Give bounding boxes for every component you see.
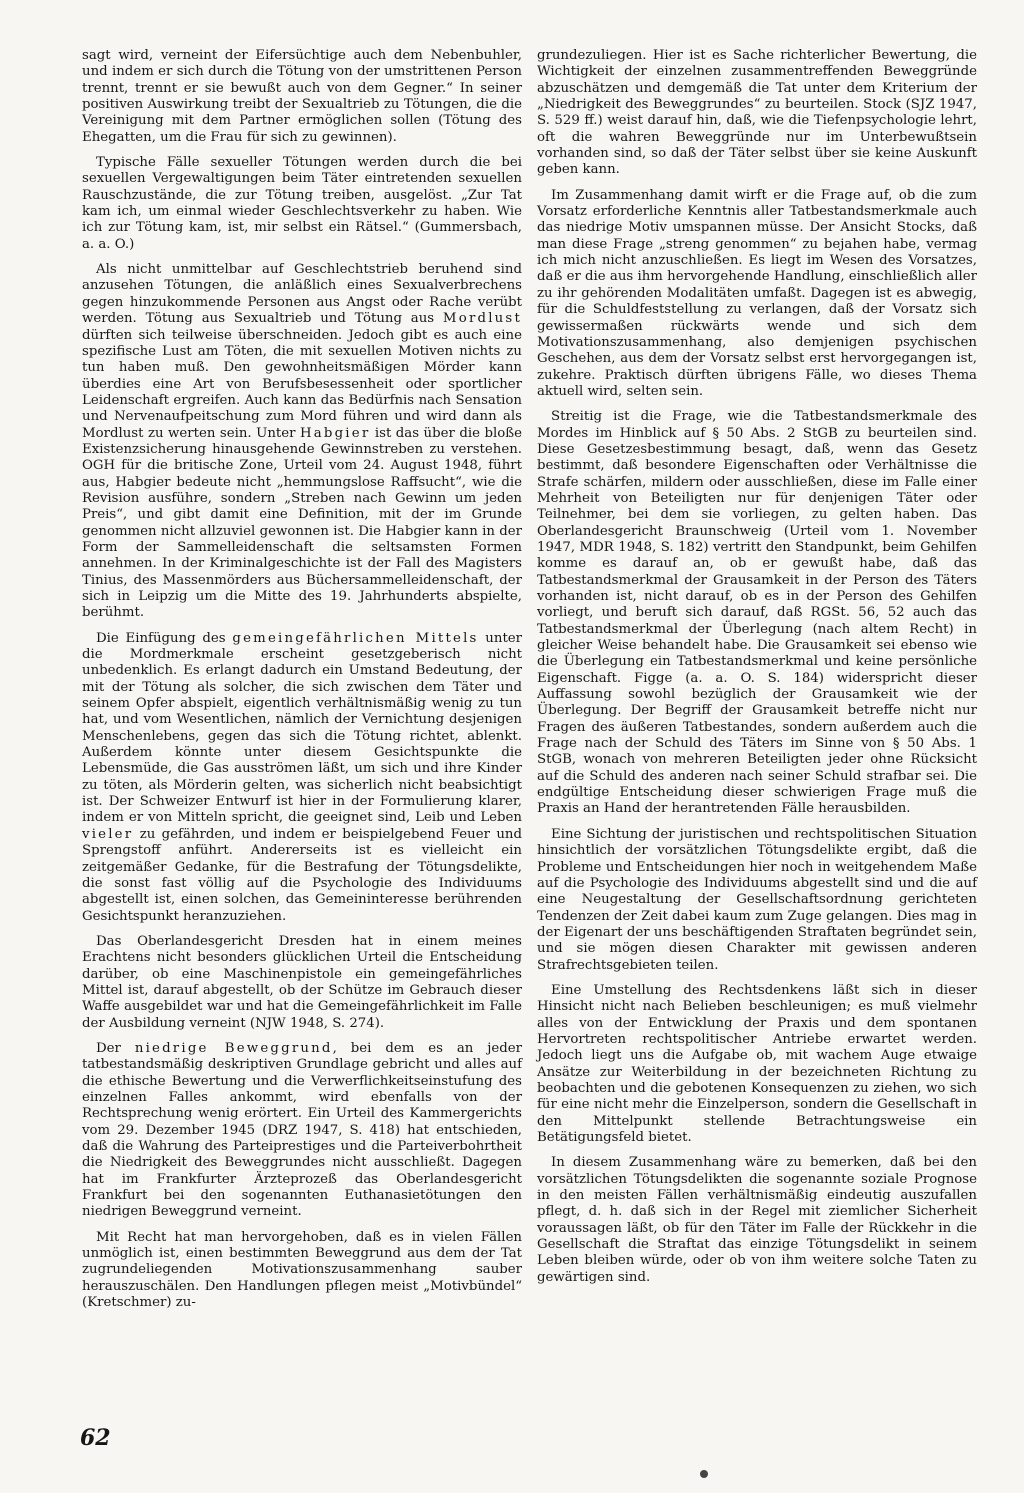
paragraph: grundezuliegen. Hier ist es Sache richterlicher Bewertung, die Wichtigkeit der einzelnen zusammentreffenden Beweggründe abzuschätzen und demgemäß die Tat unter dem Kriterium der „Niedrigkeit des Beweggrundes“ zu beurteilen. Stock (SJZ 1947, S. 529 ff.) weist darauf hin, daß, wie die Tiefenpsychologie lehrt, oft die wahren Beweggründe nur im Unterbewußtsein vorhanden sind, so daß der Täter selbst über sie keine Auskunft geben kann. [537, 48, 977, 178]
paragraph: In diesem Zusammenhang wäre zu bemerken, daß bei den vorsätzlichen Tötungsdelikten die sogenannte soziale Prognose in den meisten Fällen verhältnismäßig eindeutig auszufallen pflegt, d. h. daß sich in der Regel mit ziemlicher Sicherheit voraussagen läßt, ob für den Täter im Falle der Rückkehr in die Gesellschaft die Straftat das einzige Tötungsdelikt in seinem Leben bleiben würde, oder ob von ihm weitere solche Taten zu gewärtigen sind. [537, 1155, 977, 1285]
paragraph: Die Einfügung des gemeingefährlichen Mittels unter die Mordmerkmale erscheint gesetzgeberisch nicht unbedenklich. Es erlangt dadurch ein Umstand Bedeutung, der mit der Tötung als solcher, die sich zwischen dem Täter und seinem Opfer abspielt, eigentlich verhältnismäßig wenig zu tun hat, und vom Wesentlichen, nämlich der Vernichtung desjenigen Menschenlebens, gegen das sich die Tötung richtet, ablenkt. Außerdem könnte unter diesem Gesichtspunkte die Lebensmüde, die Gas ausströmen läßt, um sich und ihre Kinder zu töten, als Mörderin gelten, was sicherlich nicht beabsichtigt ist. Der Schweizer Entwurf ist hier in der Formulierung klarer, indem er von Mitteln spricht, die geeignet sind, Leib und Leben vieler zu gefährden, und indem er beispielgebend Feuer und Sprengstoff anführt. Andererseits ist es vielleicht ein zeitgemäßer Gedanke, für die Bestrafung der Tötungsdelikte, die sonst fast völlig auf die Psychologie des Individuums abgestellt ist, einen solchen, das Gemeininteresse berührenden Gesichtspunkt heranzuziehen. [82, 630, 523, 924]
spaced-term: gemeingefährlichen Mittels [232, 630, 479, 646]
paragraph: Mit Recht hat man hervorgehoben, daß es in vielen Fällen unmöglich ist, einen bestimmten Beweggrund aus dem der Tat zugrundeliegenden Motivationszusammenhang sauber herauszuschälen. Den Handlungen pflegen meist „Motivbündel“ (Kretschmer) zu- [82, 1229, 522, 1311]
paragraph: Das Oberlandesgericht Dresden hat in einem meines Erachtens nicht besonders glücklichen Urteil die Entscheidung darüber, ob eine Maschinenpistole ein gemeingefährliches Mittel ist, darauf abgestellt, ob der Schütze im Gebrauch dieser Waffe ausgebildet war und hat die Gemeingefährlichkeit im Falle der Ausbildung verneint (NJW 1948, S. 274). [82, 933, 522, 1031]
paragraph: Eine Sichtung der juristischen und rechtspolitischen Situation hinsichtlich der vorsätzlichen Tötungsdelikte ergibt, daß die Probleme und Entscheidungen hier noch in weitgehendem Maße auf die Psychologie des Individuums abgestellt sind und die auf eine Neugestaltung der Gesellschaftsordnung gerichteten Tendenzen der Zeit dabei kaum zum Zuge gelangen. Dies mag in der Eigenart der uns beschäftigenden Straftaten begründet sein, und sie mögen diesen Charakter mit gewissen anderen Strafrechtsgebieten teilen. [537, 826, 977, 973]
paragraph: Eine Umstellung des Rechtsdenkens läßt sich in dieser Hinsicht nicht nach Belieben beschleunigen; es muß vielmehr alles von der Entwicklung der Praxis und dem spontanen Hervortreten rechtspolitischer Antriebe erwartet werden. Jedoch liegt uns die Aufgabe ob, mit wachem Auge etwaige Ansätze zur Weiterbildung in der bezeichneten Richtung zu beobachten und die gebotenen Konsequenzen zu ziehen, wo sich für eine nicht mehr die Einzelperson, sondern die Gesellschaft in den Mittelpunkt stellende Betrachtungsweise ein Betätigungsfeld bietet. [537, 982, 977, 1145]
spaced-term: Habgier [299, 425, 371, 441]
paragraph: sagt wird, verneint der Eifersüchtige auch dem Nebenbuhler, und indem er sich durch die Tötung von der umstrittenen Person trennt, trennt er sie bewußt auch von dem Gegner.“ In seiner positiven Auswirkung treibt der Sexualtrieb zu Tötungen, die die Vereinigung mit dem Partner ermöglichen sollen (Tötung des Ehegatten, um die Frau für sich zu gewinnen). [82, 48, 522, 145]
paragraph: Im Zusammenhang damit wirft er die Frage auf, ob die zum Vorsatz erforderliche Kenntnis aller Tatbestandsmerkmale auch das niedrige Motiv umspannen müsse. Der Ansicht Stocks, daß man diese Frage „streng genommen“ zu bejahen habe, vermag ich mich nicht anzuschließen. Es liegt im Wesen des Vorsatzes, daß er die aus ihm hervorgehende Handlung, einschließlich aller zu ihr gehörenden Modalitäten umfaßt. Dagegen ist es abwegig, für die Schuldfeststellung zu verlangen, daß der Vorsatz sich gewissermaßen rückwärts wende und sich dem Motivationszusammenhang, also demjenigen psychischen Geschehen, aus dem der Vorsatz selbst erst hervorgegangen ist, zukehre. Praktisch dürften übrigens Fälle, wo dieses Thema aktuell wird, selten sein. [537, 187, 977, 399]
left-column [82, 48, 522, 1320]
spaced-term: Mordlust [442, 311, 522, 327]
page-number: 62 [80, 1425, 111, 1451]
paragraph: Streitig ist die Frage, wie die Tatbestandsmerkmale des Mordes im Hinblick auf § 50 Abs. 2 StGB zu beurteilen sind. Diese Gesetzesbestimmung besagt, daß, wenn das Gesetz bestimmt, daß besondere Eigenschaften oder Verhältnisse die Strafe schärfen, mildern oder ausschließen, diese im Falle einer Mehrheit von Beteiligten nur für denjenigen Täter oder Teilnehmer, bei dem sie vorliegen, zu gelten haben. Das Oberlandesgericht Braunschweig (Urteil vom 1. November 1947, MDR 1948, S. 182) vertritt den Standpunkt, beim Gehilfen komme es darauf an, ob er gewußt habe, daß das Tatbestandsmerkmal der Grausamkeit in der Person des Täters vorhanden ist, nicht darauf, ob es in der Person des Gehilfen vorliegt, und beruft sich darauf, daß RGSt. 56, 52 auch das Tatbestandsmerkmal der Überlegung (nach altem Recht) in gleicher Weise behandelt habe. Die Grausamkeit sei ebenso wie die Überlegung ein Tatbestandsmerkmal und keine persönliche Eigenschaft. Figge (a. a. O. S. 184) widerspricht dieser Auffassung sowohl bezüglich der Grausamkeit wie der Überlegung. Der Begriff der Grausamkeit betreffe nicht nur Fragen des äußeren Tatbestandes, sondern außerdem auch die Frage nach der Schuld des Täters im Sinne von § 50 Abs. 1 StGB, wonach von mehreren Beteiligten jeder ohne Rücksicht auf die Schuld des anderen nach seiner Schuld strafbar sei. Die endgültige Entscheidung dieser schwierigen Frage muß die Praxis an Hand der herantretenden Fälle herausbilden. [537, 409, 977, 817]
spaced-term: niedrige Beweggrund [134, 1040, 333, 1056]
right-column [537, 48, 977, 1295]
spaced-term: vieler [82, 826, 134, 842]
paragraph: Als nicht unmittelbar auf Geschlechtstrieb beruhend sind anzusehen Tötungen, die anläßlich eines Sexualverbrechens gegen hinzukommende Personen aus Angst oder Rache verübt werden. Tötung aus Sexualtrieb und Tötung aus Mordlust dürften sich teilweise überschneiden. Jedoch gibt es auch eine spezifische Lust am Töten, die mit sexuellen Motiven nichts zu tun haben muß. Den gewohnheitsmäßigen Mörder kann überdies eine Art von Berufsbesessenheit oder sportlicher Leidenschaft ergreifen. Auch kann das Bedürfnis nach Sensation und Nervenaufpeitschung zum Mord führen und wird dann als Mordlust zu werten sein. Unter Habgier ist das über die bloße Existenzsicherung hinausgehende Gewinnstreben zu verstehen. OGH für die britische Zone, Urteil vom 24. August 1948, führt aus, Habgier bedeute nicht „hemmungslose Raffsucht“, wie die Revision ausführe, sondern „Streben nach Gewinn um jeden Preis“, und gibt damit eine Definition, mit der im Grunde genommen nicht allzuviel gewonnen ist. Die Habgier kann in der Form der Sammelleidenschaft die seltsamsten Formen annehmen. In der Kriminalgeschichte ist der Fall des Magisters Tinius, des Massenmörders aus Büchersammelleidenschaft, der sich in Leipzig um die Mitte des 19. Jahrhunderts abspielte, berühmt. [82, 262, 522, 621]
ink-speck [700, 1470, 708, 1478]
paragraph: Der niedrige Beweggrund, bei dem es an jeder tatbestandsmäßig deskriptiven Grundlage gebricht und alles auf die ethische Bewertung und die Verwerflichkeitseinstufung des einzelnen Falles ankommt, wird ebenfalls von der Rechtsprechung wenig erörtert. Ein Urteil des Kammergerichts vom 29. Dezember 1945 (DRZ 1947, S. 418) hat entschieden, daß die Wahrung des Parteiprestiges und die Parteiverbohrtheit die Niedrigkeit des Beweggrundes nicht ausschließt. Dagegen hat im Frankfurter Ärzteprozeß das Oberlandesgericht Frankfurt bei den sogenannten Euthanasietötungen den niedrigen Beweggrund verneint. [82, 1040, 522, 1220]
paragraph: Typische Fälle sexueller Tötungen werden durch die bei sexuellen Vergewaltigungen beim Täter eintretenden sexuellen Rauschzustände, die zur Tötung treiben, ausgelöst. „Zur Tat kam ich, um einmal wieder Geschlechtsverkehr zu haben. Wie ich zur Tötung kam, ist, mir selbst ein Rätsel.“ (Gummersbach, a. a. O.) [82, 155, 522, 252]
